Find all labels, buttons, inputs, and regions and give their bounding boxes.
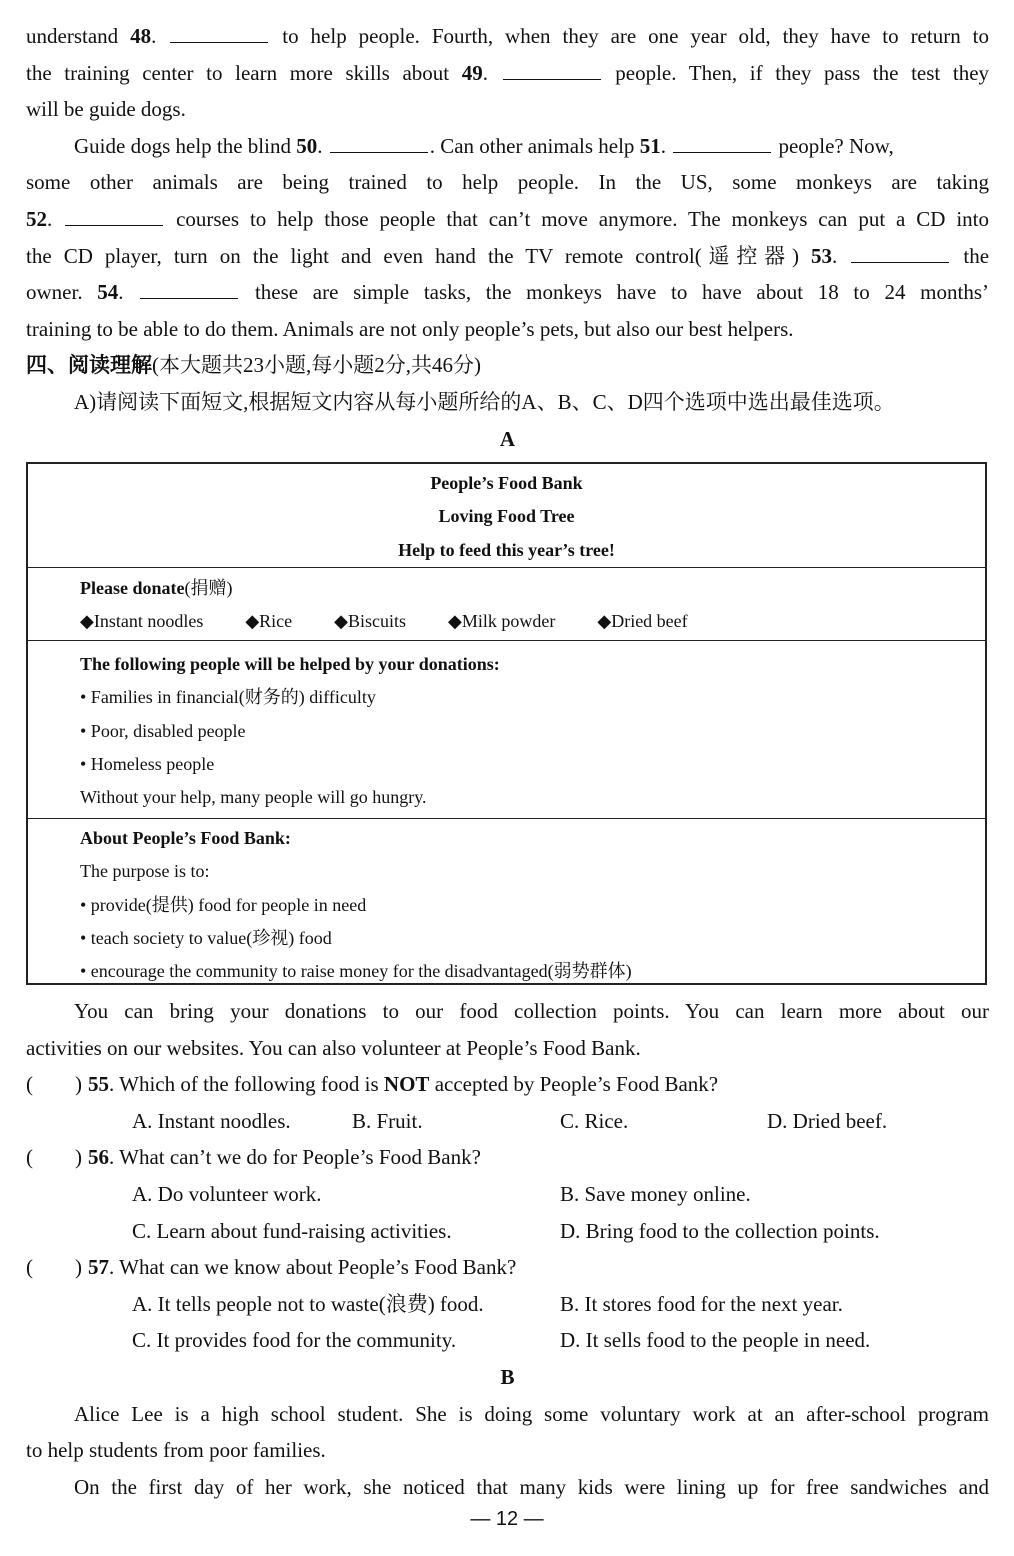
option-a[interactable]: A. Do volunteer work. [132,1181,322,1206]
about-heading [80,822,985,855]
helped-item: • Homeless people [80,753,215,774]
cloze-line-4: Guide dogs help the blind 50. . Can other animals help 51. people? Now, [74,133,894,158]
label: B [500,1364,515,1389]
answer-blank-50[interactable] [330,134,428,153]
option-c[interactable]: C. Rice. [560,1108,629,1133]
section-instruction: A)请阅读下面短文,根据短文内容从每小题所给的A、B、C、D四个选项中选出最佳选项。 [74,389,895,414]
question-55 [26,1066,989,1103]
option-b[interactable]: B. It stores food for the next year. [560,1291,843,1316]
option-d[interactable]: D. Bring food to the collection points. [560,1218,880,1243]
passage-a-line-2: activities on our websites. You can also volunteer at People’s Food Bank. [26,1035,641,1060]
passage-b-line-2: to help students from poor families. [26,1438,326,1463]
answer-blank-54[interactable] [140,280,238,299]
helped-item: • Poor, disabled people [80,720,246,741]
document-page [26,18,989,457]
helped-heading [80,648,985,681]
notice-title-3: Help to feed this year’s tree! [398,539,615,560]
text: to help people. Fourth, when they are one year old, they have to return to [282,24,989,48]
cloze-line-8: owner. 54. these are simple tasks, the monkeys have to have about 18 to 24 months’ [26,280,989,305]
blank-number-50: 50 [296,133,318,158]
text: people? Now, [778,133,894,158]
notice-title-2: Loving Food Tree [438,506,575,527]
text: understand [26,24,119,48]
donate-title: Please donate [80,578,185,598]
questions-area [26,993,989,1505]
answer-blank-48[interactable] [170,24,268,43]
text: the CD player, turn on the light and even hand the TV remote control(遥控器) [26,243,799,268]
option-b[interactable]: B. Save money online. [560,1181,751,1206]
text: courses to help those people that can’t move anymore. The monkeys can put a CD into [176,206,990,231]
blank-number-52: 52 [26,206,47,231]
answer-paren[interactable]: ( ) [26,1255,82,1280]
donate-item: ◆Rice [245,611,293,632]
question-56-options-row-1 [26,1176,989,1213]
page-number: — 12 — [470,1508,544,1530]
donate-item: ◆Milk powder [448,611,556,632]
question-number: 55 [88,1072,109,1097]
cloze-line-6: 52. courses to help those people that can’t move anymore. The monkeys can put a CD into [26,206,990,231]
text: the training center to learn more skills about [26,60,450,85]
about-title: About People’s Food Bank: [80,828,291,848]
cloze-line-5: some other animals are being trained to help people. In the US, some monkeys are taking [26,170,989,195]
answer-blank-49[interactable] [503,61,601,80]
text: people. Then, if they pass the test they [615,60,990,85]
donate-note: (捐赠) [184,578,233,598]
cloze-line-2: the training center to learn more skills about 49. people. Then, if they pass the test they [26,60,990,85]
cloze-line-9: training to be able to do them. Animals are not only people’s pets, but also our best helpers. [26,316,794,341]
option-d[interactable]: D. It sells food to the people in need. [560,1328,871,1353]
passage-a-line-1: You can bring your donations to our food collection points. You can learn more about our [74,999,989,1023]
text: these are simple tasks, the monkeys have to have about 18 to 24 months’ [254,280,989,305]
purpose-item: • encourage the community to raise money for the disadvantaged(弱势群体) [80,961,632,982]
donate-section [28,568,985,641]
cloze-line-3: will be guide dogs. [26,97,186,122]
answer-blank-51[interactable] [673,134,771,153]
question-56 [26,1139,989,1176]
food-bank-notice [26,462,987,985]
cloze-line-7: the CD player, turn on the light and even hand the TV remote control(遥控器) 53. the [26,243,990,268]
purpose-item: • teach society to value(珍视) food [80,927,332,948]
passage-label-b [26,1359,989,1396]
question-55-options [26,1103,989,1140]
option-c[interactable]: C. Learn about fund-raising activities. [132,1218,452,1243]
section-title: 四、阅读理解 [26,353,152,378]
donate-item: ◆Dried beef [597,611,688,632]
option-c[interactable]: C. It provides food for the community. [132,1328,457,1353]
passage-label-a [26,421,989,458]
about-section [28,819,985,983]
blank-number-48: 48 [130,24,152,48]
donate-items [80,605,985,638]
section-4-heading [26,347,989,384]
purpose-intro: The purpose is to: [80,861,210,882]
cloze-line-1: understand 48. to help people. Fourth, when they are one year old, they have to return to [26,24,989,48]
question-stem: accepted by People’s Food Bank? [429,1072,719,1097]
option-a[interactable]: A. It tells people not to waste(浪费) food. [132,1291,484,1316]
notice-title-1: People’s Food Bank [430,473,583,493]
notice-header [28,464,985,568]
helped-item: • Families in financial(财务的) difficulty [80,687,376,708]
blank-number-49: 49 [461,60,483,85]
answer-paren[interactable]: ( ) [26,1145,82,1170]
donate-heading [80,572,985,605]
question-number: 57 [88,1255,109,1280]
option-d[interactable]: D. Dried beef. [767,1108,888,1133]
label: A [499,426,516,451]
helped-note: Without your help, many people will go hungry. [80,787,427,808]
purpose-item: • provide(提供) food for people in need [80,894,367,915]
text: the [963,243,990,268]
passage-b-line-1: Alice Lee is a high school student. She is doing some voluntary work at an after-school program [74,1401,989,1426]
question-number: 56 [88,1145,109,1170]
answer-blank-52[interactable] [65,207,163,226]
section-note: (本大题共23小题,每小题2分,共46分) [152,353,481,378]
question-stem: . What can we know about People’s Food Bank? [109,1255,517,1280]
question-57-options-row-2 [26,1322,989,1359]
question-57-options-row-1 [26,1286,989,1323]
question-stem: . Which of the following food is [109,1072,384,1097]
text: owner. [26,280,83,305]
text: Guide dogs help the blind [74,133,291,158]
question-stem: . What can’t we do for People’s Food Bank? [109,1145,481,1170]
option-a[interactable]: A. Instant noodles. [132,1108,291,1133]
helped-section [28,641,985,819]
question-57 [26,1249,989,1286]
blank-number-54: 54 [97,280,119,305]
answer-blank-53[interactable] [851,244,949,263]
question-stem-bold: NOT [383,1072,430,1097]
text: . Can other animals help [429,133,635,158]
donate-item: ◆Instant noodles [80,611,204,632]
question-56-options-row-2 [26,1213,989,1250]
option-b[interactable]: B. Fruit. [352,1108,423,1133]
blank-number-53: 53 [811,243,833,268]
answer-paren[interactable]: ( ) [26,1072,82,1097]
blank-number-51: 51 [639,133,661,158]
donate-item: ◆Biscuits [334,611,407,632]
passage-b-line-3: On the first day of her work, she noticed that many kids were lining up for free sandwiches and [74,1474,989,1499]
helped-title: The following people will be helped by your donations: [80,654,500,674]
